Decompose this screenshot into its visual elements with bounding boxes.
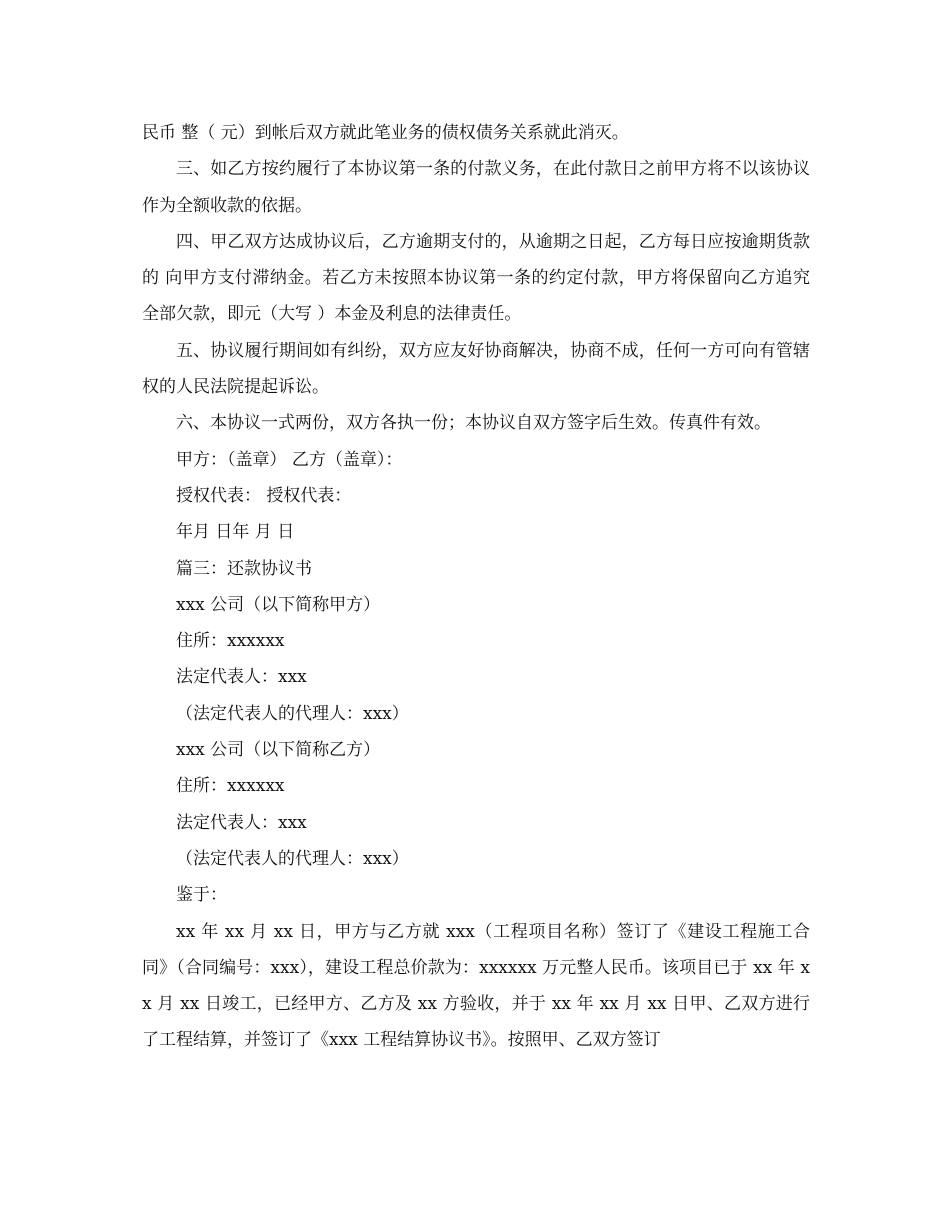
party-a-legal-rep: 法定代表人：xxx: [176, 667, 307, 688]
clause-six: 六、本协议一式两份，双方各执一份；本协议自双方签字后生效。传真件有效。: [176, 413, 771, 434]
party-b-address: 住所：xxxxxx: [176, 776, 285, 797]
paragraph-continuation: 民币 整（ 元）到帐后双方就此笔业务的债权债务关系就此消灭。: [142, 123, 629, 143]
party-b-legal-rep: 法定代表人：xxx: [176, 812, 307, 833]
party-a-name: xxx 公司（以下简称甲方）: [176, 594, 381, 615]
document-body: [142, 115, 810, 1059]
clause-four: 四、甲乙双方达成协议后，乙方逾期支付的，从逾期之日起，乙方每日应按逾期货款的 向甲方支付滞纳金。若乙方未按照本协议第一条的约定付款，甲方将保留向乙方追究全部欠款，即元（大写 ）本金及利息的法律责任。: [142, 231, 810, 325]
whereas-paragraph: xx 年 xx 月 xx 日，甲方与乙方就 xxx（工程项目名称）签订了《建设工程施工合同》（合同编号：xxx），建设工程总价款为：xxxxxx 万元整人民币。该项目已于 xx 年 xx 月 xx 日竣工，已经甲方、乙方及 xx 方验收，并于 xx 年 xx 月 xx 日甲、乙双方进行了工程结算，并签订了《xxx 工程结算协议书》。按照甲、乙双方签订: [142, 921, 810, 1051]
party-a-address: 住所：xxxxxx: [176, 631, 285, 652]
section-title: 篇三：还款协议书: [176, 558, 312, 579]
signature-representatives-line: 授权代表： 授权代表：: [176, 485, 352, 506]
signature-date-line: 年月 日年 月 日: [176, 522, 295, 543]
clause-three: 三、如乙方按约履行了本协议第一条的付款义务，在此付款日之前甲方将不以该协议作为全额收款的依据。: [142, 159, 810, 216]
party-b-agent: （法定代表人的代理人：xxx）: [176, 848, 409, 869]
whereas-heading: 鉴于：: [176, 885, 227, 906]
clause-five: 五、协议履行期间如有纠纷，双方应友好协商解决，协商不成，任何一方可向有管辖权的人民法院提起诉讼。: [142, 340, 810, 398]
party-b-name: xxx 公司（以下简称乙方）: [176, 740, 381, 761]
party-a-agent: （法定代表人的代理人：xxx）: [176, 703, 409, 724]
signature-parties-line: 甲方：（盖章） 乙方（盖章）：: [176, 449, 403, 470]
